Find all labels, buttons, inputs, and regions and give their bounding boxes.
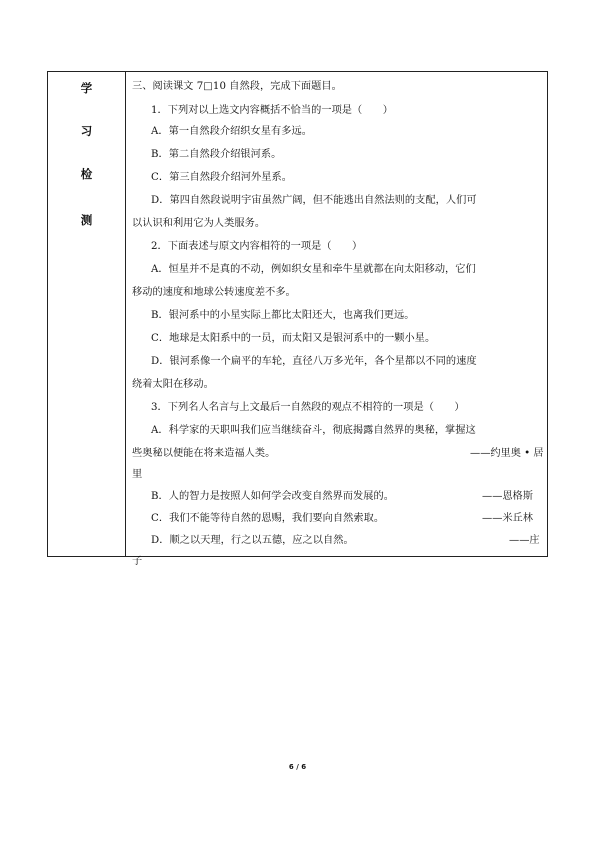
q3-option-b-author: ——恩格斯 [482,491,533,502]
q3-option-b: B．人的智力是按照人如何学会改变自然界而发展的。 [151,491,394,502]
side-label-3: 检 [80,167,93,181]
q2-stem: 2．下面表述与原文内容相符的一项是（ ） [151,241,363,252]
q2-option-d: D．银河系像一个扁平的车轮，直径八万多光年，各个星都以不同的速度 [151,356,477,367]
q2-option-b: B．银河系中的小星实际上都比太阳还大，也离我们更远。 [151,310,415,321]
q2-option-a-cont: 移动的速度和地球公转速度差不多。 [132,287,296,298]
q3-option-d: D．顺之以天理，行之以五德，应之以自然。 [151,535,354,546]
q3-stem: 3．下列名人名言与上文最后一自然段的观点不相符的一项是（ ） [151,402,465,413]
page-number: 6 / 6 [288,763,307,771]
exercise-table [47,71,548,567]
q3-option-d-author-cont: 子 [132,556,143,567]
q1-option-d: D．第四自然段说明宇宙虽然广阔，但不能逃出自然法则的支配，人们可 [151,195,477,206]
q1-option-b: B．第二自然段介绍银河系。 [151,149,282,160]
column-divider [125,72,126,556]
section-title: 三、阅读课文 7□10 自然段，完成下面题目。 [132,81,342,92]
side-label-4: 测 [80,213,93,227]
side-label-1: 学 [80,81,93,95]
q2-option-c: C．地球是太阳系中的一员，而太阳又是银河系中的一颗小星。 [151,333,436,344]
q3-option-a-author-cont: 里 [132,469,143,480]
side-label-2: 习 [80,124,93,138]
q1-option-c: C．第三自然段介绍河外星系。 [151,172,292,183]
q3-option-a: A．科学家的天职叫我们应当继续奋斗，彻底揭露自然界的奥秘，掌握这 [151,425,476,436]
q1-stem: 1．下列对以上选文内容概括不恰当的一项是（ ） [151,105,393,116]
q3-option-c-author: ——米丘林 [482,513,533,524]
q2-option-a: A．恒星并不是真的不动，例如织女星和牵牛星就都在向太阳移动，它们 [151,264,476,275]
q3-option-a-cont: 些奥秘以便能在将来造福人类。 [132,448,276,459]
q3-option-c: C．我们不能等待自然的恩赐，我们要向自然索取。 [151,513,385,524]
q2-option-d-cont: 绕着太阳在移动。 [132,379,214,390]
q3-option-a-author: ——约里奥 • 居 [470,448,544,459]
q3-option-d-author: ——庄 [509,535,540,546]
q1-option-d-cont: 以认识和利用它为人类服务。 [132,218,266,229]
q1-option-a: A．第一自然段介绍织女星有多远。 [151,126,312,137]
